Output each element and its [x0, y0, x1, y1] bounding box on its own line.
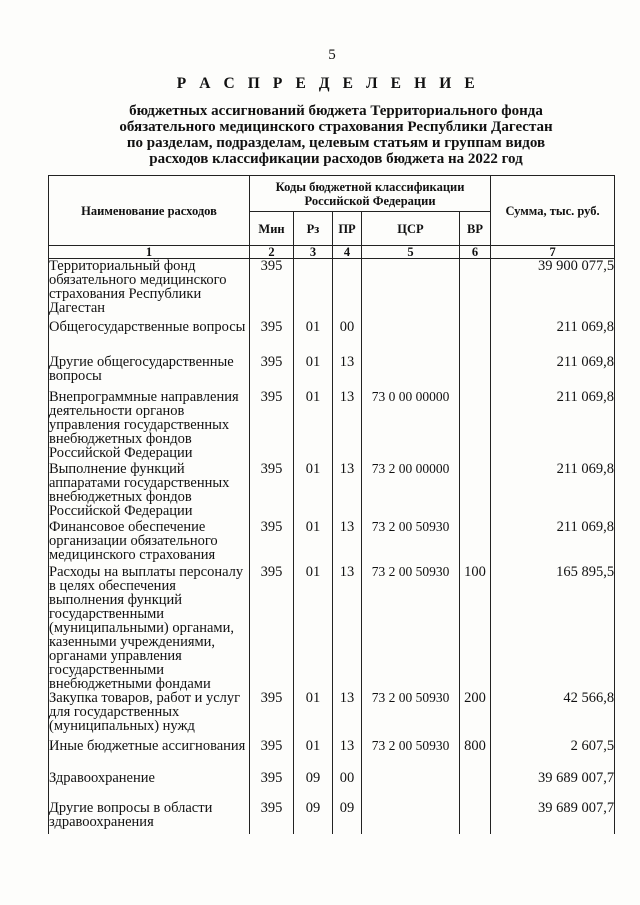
- cell-pr: 09: [333, 801, 362, 834]
- cell-csr: 73 2 00 50930: [362, 520, 460, 565]
- cell-min: 395: [250, 355, 294, 390]
- column-number-row: [49, 246, 615, 259]
- cell-pr: 13: [333, 565, 362, 691]
- cell-vr: 100: [460, 565, 491, 691]
- cell-rz: 01: [294, 739, 333, 771]
- cell-vr: [460, 390, 491, 462]
- cell-sum: 211 069,8: [491, 462, 615, 520]
- cell-csr: 73 2 00 50930: [362, 739, 460, 771]
- cell-min: 395: [250, 520, 294, 565]
- header-codes-group: Коды бюджетной классификации Российской Федерации: [250, 176, 491, 212]
- subtitle-line: по разделам, подразделам, целевым статьям и группам видов: [126, 135, 546, 151]
- cell-csr: [362, 771, 460, 801]
- document-subtitle: [16, 103, 640, 167]
- cell-csr: 73 2 00 50930: [362, 565, 460, 691]
- cell-csr: 73 0 00 00000: [362, 390, 460, 462]
- table-row: [49, 320, 615, 355]
- cell-name: Общегосударственные вопросы: [49, 320, 250, 355]
- cell-name: Территориальный фонд обязательного медицинского страхования Республики Дагестан: [49, 259, 250, 320]
- cell-rz: 01: [294, 691, 333, 739]
- cell-pr: 13: [333, 462, 362, 520]
- cell-vr: [460, 520, 491, 565]
- cell-min: 395: [250, 259, 294, 320]
- cell-sum: 39 900 077,5: [491, 259, 615, 320]
- column-number: 2: [250, 246, 294, 259]
- header-rz: Рз: [294, 212, 333, 246]
- cell-name: Выполнение функций аппаратами государственных внебюджетных фондов Российской Федерации: [49, 462, 250, 520]
- cell-sum: 165 895,5: [491, 565, 615, 691]
- cell-pr: 13: [333, 355, 362, 390]
- subtitle-line: бюджетных ассигнований бюджета Территориального фонда: [129, 103, 543, 119]
- cell-rz: 01: [294, 565, 333, 691]
- column-number: 7: [491, 246, 615, 259]
- cell-pr: [333, 259, 362, 320]
- column-number: 6: [460, 246, 491, 259]
- cell-name: Здравоохранение: [49, 771, 250, 801]
- cell-rz: 09: [294, 771, 333, 801]
- subtitle-line: расходов классификации расходов бюджета на 2022 год: [149, 151, 523, 167]
- table-row: [49, 801, 615, 834]
- table-row: [49, 691, 615, 739]
- cell-pr: 13: [333, 691, 362, 739]
- cell-rz: 01: [294, 462, 333, 520]
- cell-sum: 211 069,8: [491, 355, 615, 390]
- table-row: [49, 390, 615, 462]
- cell-csr: [362, 801, 460, 834]
- cell-min: 395: [250, 691, 294, 739]
- header-name: Наименование расходов: [49, 176, 250, 246]
- header-min: Мин: [250, 212, 294, 246]
- column-number: 1: [49, 246, 250, 259]
- cell-rz: [294, 259, 333, 320]
- table-row: [49, 771, 615, 801]
- cell-rz: 09: [294, 801, 333, 834]
- cell-vr: [460, 462, 491, 520]
- page-number: 5: [328, 47, 336, 63]
- cell-rz: 01: [294, 355, 333, 390]
- cell-vr: 200: [460, 691, 491, 739]
- cell-min: 395: [250, 801, 294, 834]
- cell-min: 395: [250, 462, 294, 520]
- table-row: [49, 462, 615, 520]
- header-sum: Сумма, тыс. руб.: [491, 176, 615, 246]
- cell-pr: 13: [333, 390, 362, 462]
- table-row: [49, 739, 615, 771]
- cell-vr: [460, 771, 491, 801]
- cell-name: Другие вопросы в области здравоохранения: [49, 801, 250, 834]
- cell-rz: 01: [294, 390, 333, 462]
- cell-name: Другие общегосударственные вопросы: [49, 355, 250, 390]
- cell-rz: 01: [294, 520, 333, 565]
- cell-min: 395: [250, 739, 294, 771]
- column-number: 5: [362, 246, 460, 259]
- cell-pr: 00: [333, 771, 362, 801]
- cell-min: 395: [250, 320, 294, 355]
- cell-pr: 13: [333, 739, 362, 771]
- document-title: Р А С П Р Е Д Е Л Е Н И Е: [176, 75, 480, 92]
- cell-sum: 211 069,8: [491, 390, 615, 462]
- cell-pr: 13: [333, 520, 362, 565]
- cell-pr: 00: [333, 320, 362, 355]
- cell-name: Иные бюджетные ассигнования: [49, 739, 250, 771]
- table-row: [49, 565, 615, 691]
- budget-allocation-table: [48, 175, 615, 834]
- header-pr: ПР: [333, 212, 362, 246]
- cell-vr: [460, 259, 491, 320]
- cell-vr: 800: [460, 739, 491, 771]
- cell-csr: [362, 259, 460, 320]
- cell-name: Внепрограммные направления деятельности органов управления государственных внебюджетных фондов Российской Федерации: [49, 390, 250, 462]
- cell-csr: [362, 320, 460, 355]
- cell-sum: 39 689 007,7: [491, 771, 615, 801]
- cell-name: Финансовое обеспечение организации обязательного медицинского страхования: [49, 520, 250, 565]
- table-row: [49, 259, 615, 320]
- cell-name: Закупка товаров, работ и услуг для государственных (муниципальных) нужд: [49, 691, 250, 739]
- header-vr: ВР: [460, 212, 491, 246]
- column-number: 4: [333, 246, 362, 259]
- header-csr: ЦСР: [362, 212, 460, 246]
- cell-sum: 2 607,5: [491, 739, 615, 771]
- cell-rz: 01: [294, 320, 333, 355]
- table-row: [49, 520, 615, 565]
- cell-vr: [460, 320, 491, 355]
- column-number: 3: [294, 246, 333, 259]
- cell-min: 395: [250, 771, 294, 801]
- cell-sum: 42 566,8: [491, 691, 615, 739]
- cell-csr: 73 2 00 00000: [362, 462, 460, 520]
- cell-csr: [362, 355, 460, 390]
- cell-vr: [460, 801, 491, 834]
- cell-sum: 211 069,8: [491, 520, 615, 565]
- cell-sum: 39 689 007,7: [491, 801, 615, 834]
- cell-min: 395: [250, 390, 294, 462]
- cell-csr: 73 2 00 50930: [362, 691, 460, 739]
- table-row: [49, 355, 615, 390]
- subtitle-line: обязательного медицинского страхования Республики Дагестан: [119, 119, 553, 135]
- cell-min: 395: [250, 565, 294, 691]
- cell-sum: 211 069,8: [491, 320, 615, 355]
- cell-vr: [460, 355, 491, 390]
- cell-name: Расходы на выплаты персоналу в целях обеспечения выполнения функций государственными (муниципальными) органами, казенными учреждениями, органами управления государственными внебюджетными фондами: [49, 565, 250, 691]
